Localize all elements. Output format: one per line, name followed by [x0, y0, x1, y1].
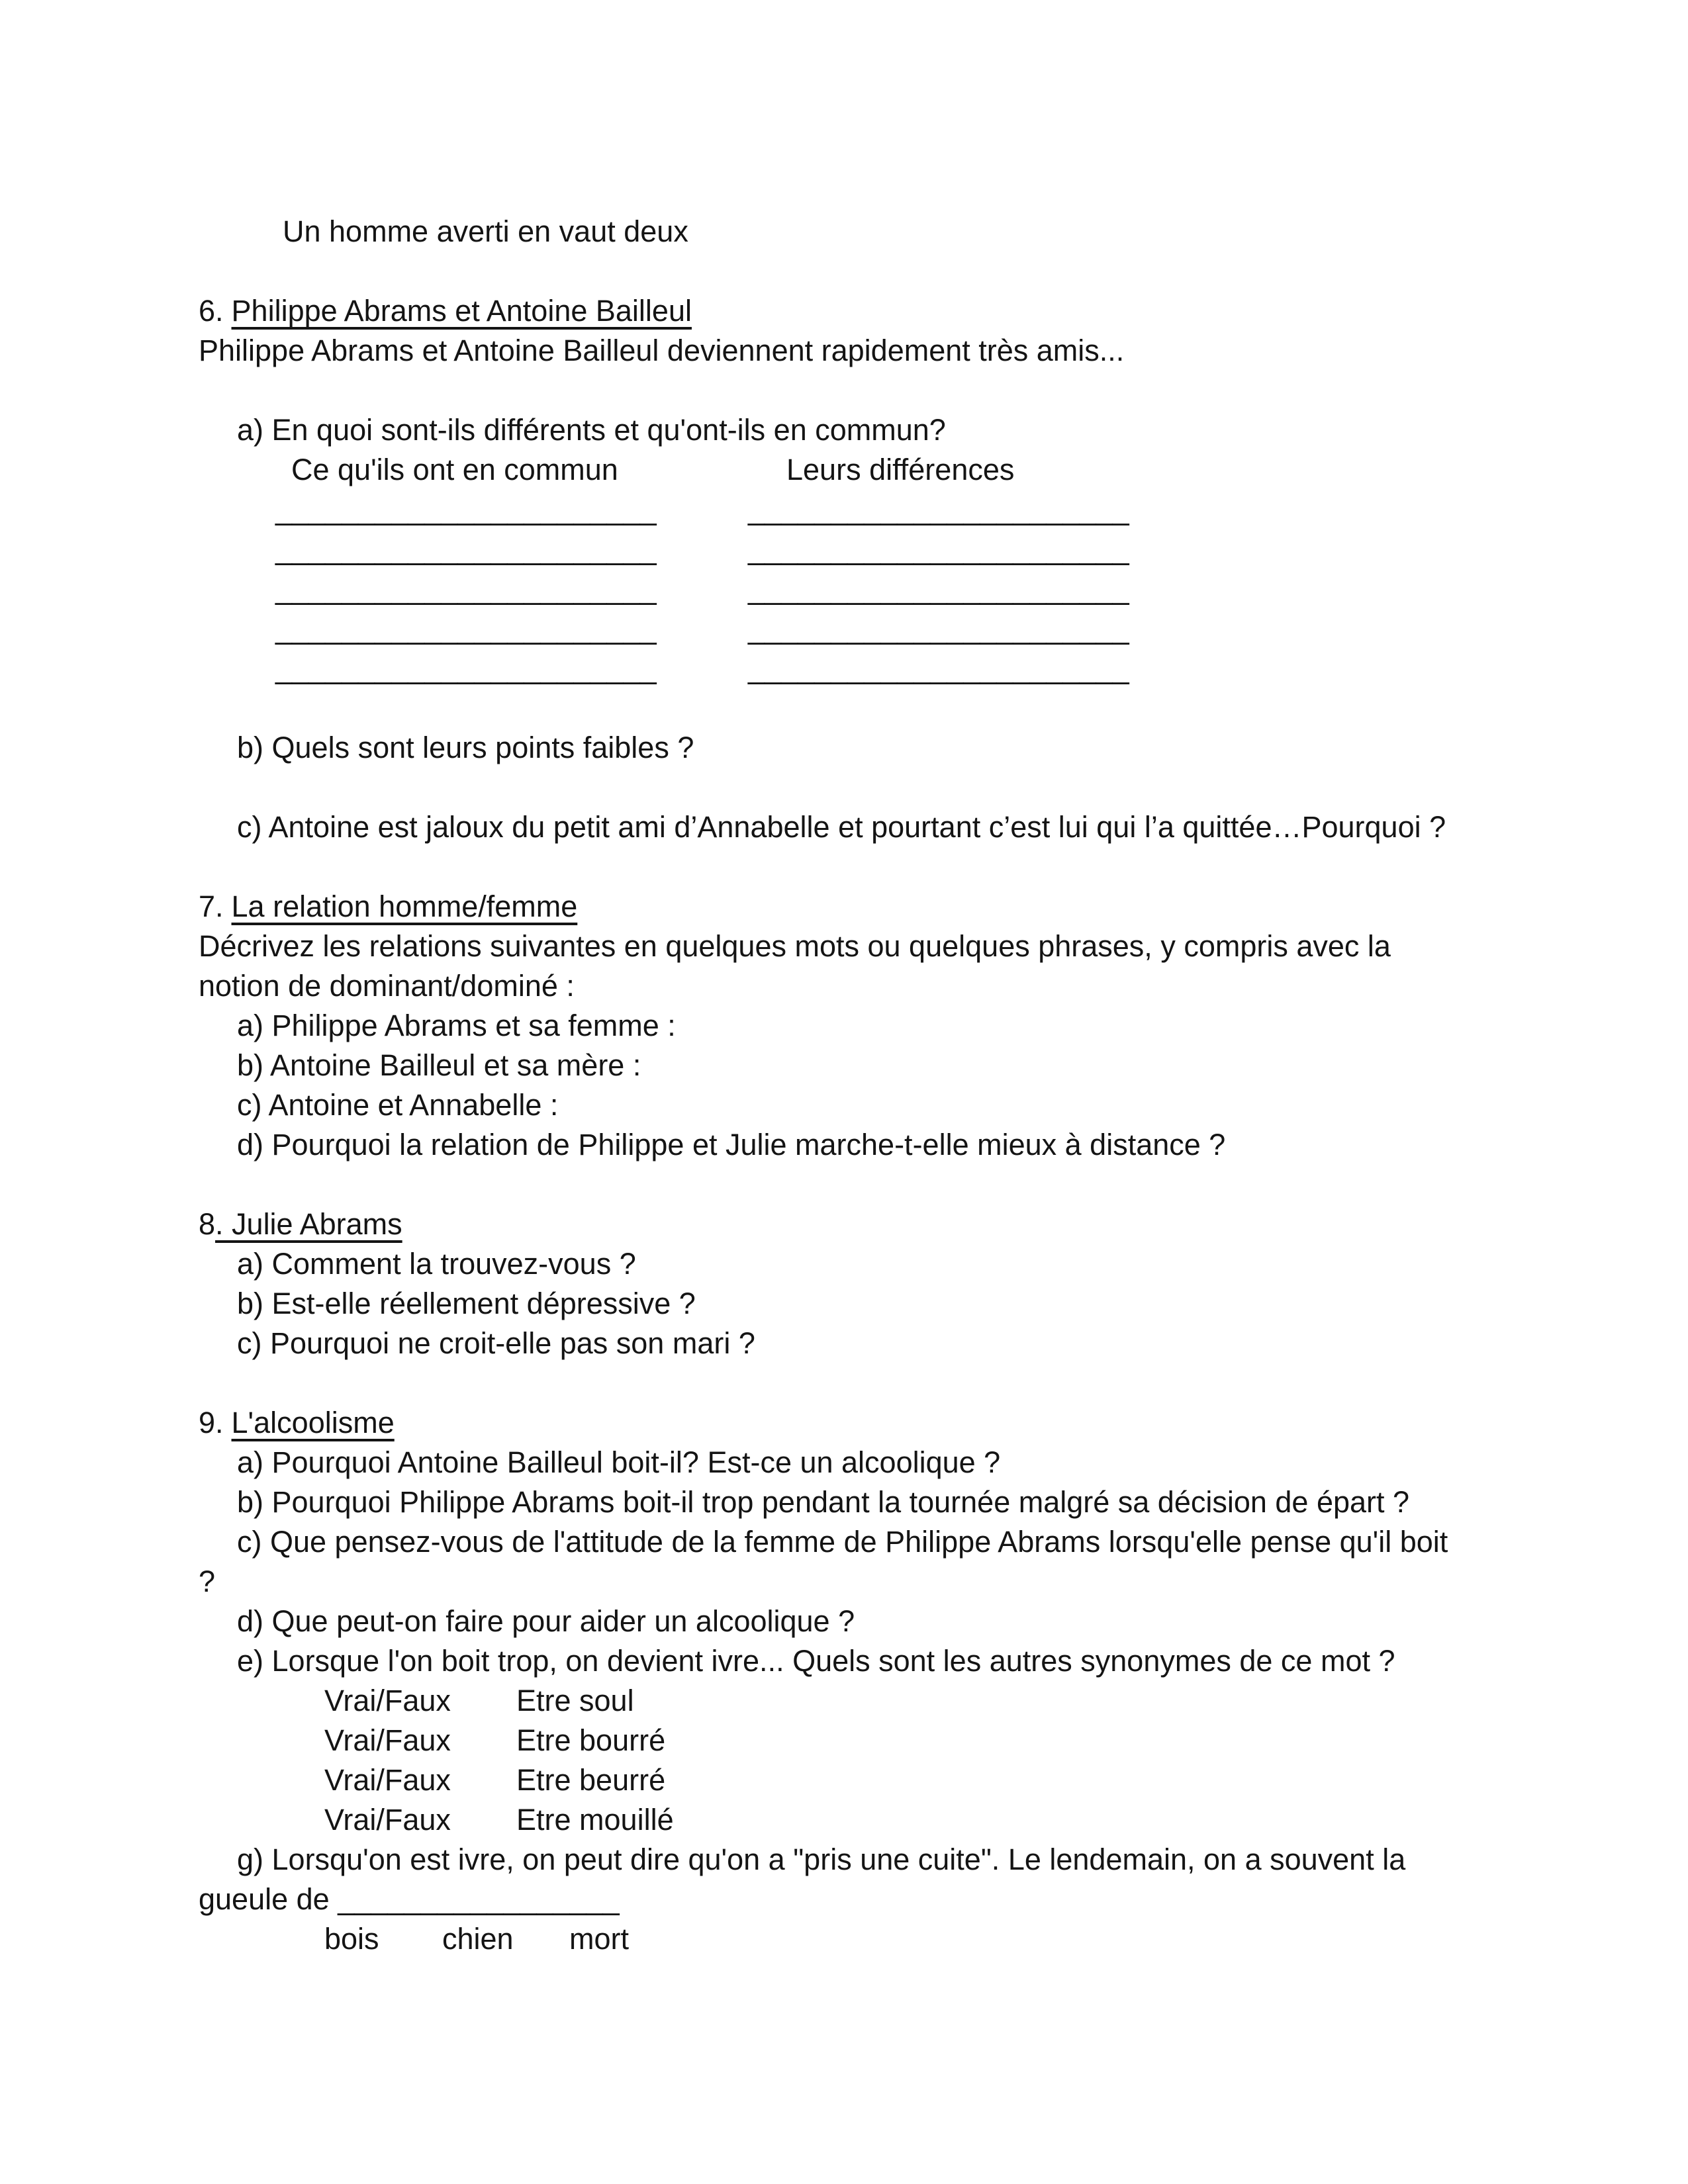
question-8a: a) Comment la trouvez-vous ? — [237, 1247, 636, 1281]
answer-blank: _______________________ — [748, 532, 1129, 566]
question-9c-line1: c) Que pensez-vous de l'attitude de la femme de Philippe Abrams lorsqu'elle pense qu'il boit — [237, 1525, 1448, 1559]
blank-line — [199, 251, 1489, 291]
vrai-faux-row — [199, 1800, 1489, 1840]
answer-blank: _______________________ — [275, 532, 657, 566]
question-9g-prefix: gueule de — [199, 1882, 338, 1916]
table-row — [199, 609, 1489, 649]
blank-line — [199, 768, 1489, 807]
table-header-row — [199, 450, 1489, 490]
blank-line — [199, 371, 1489, 410]
question-9c-line2: ? — [199, 1565, 216, 1598]
vrai-faux-label: Vrai/Faux — [324, 1763, 451, 1797]
question-9b: b) Pourquoi Philippe Abrams boit-il trop pendant la tournée malgré sa décision de épart ? — [237, 1485, 1410, 1519]
vrai-faux-row — [199, 1760, 1489, 1800]
vrai-faux-row — [199, 1681, 1489, 1721]
question-7c: c) Antoine et Annabelle : — [237, 1088, 559, 1122]
vrai-faux-row — [199, 1721, 1489, 1760]
question-6b: b) Quels sont leurs points faibles ? — [237, 731, 694, 764]
section-6-number: 6. — [199, 294, 224, 328]
question-7b: b) Antoine Bailleul et sa mère : — [237, 1048, 641, 1082]
section-8-title: . Julie Abrams — [215, 1207, 402, 1241]
answer-blank: _______________________ — [748, 492, 1129, 526]
table-header-differences: Leurs différences — [786, 453, 1015, 486]
section-9-heading — [199, 1403, 1489, 1443]
vrai-faux-label: Vrai/Faux — [324, 1723, 451, 1757]
blank-line — [199, 688, 1489, 728]
answer-blank: _________________ — [338, 1882, 620, 1916]
answer-blank: _______________________ — [748, 572, 1129, 606]
section-6-heading — [199, 291, 1489, 331]
blank-line — [199, 847, 1489, 887]
section-7-heading — [199, 887, 1489, 927]
answer-blank: _______________________ — [748, 612, 1129, 645]
table-header-common: Ce qu'ils ont en commun — [291, 453, 618, 486]
option-bois: bois — [324, 1922, 379, 1956]
option-mort: mort — [569, 1922, 629, 1956]
blank-line — [199, 1363, 1489, 1403]
table-row — [199, 649, 1489, 688]
option-chien: chien — [442, 1922, 514, 1956]
synonym-option: Etre mouillé — [516, 1803, 674, 1837]
section-7-title: La relation homme/femme — [231, 889, 578, 923]
question-9g-line1: g) Lorsqu'on est ivre, on peut dire qu'on a "pris une cuite". Le lendemain, on a souvent la — [237, 1843, 1406, 1876]
section-6-intro: Philippe Abrams et Antoine Bailleul deviennent rapidement très amis... — [199, 334, 1125, 367]
section-7-intro-line1: Décrivez les relations suivantes en quelques mots ou quelques phrases, y compris avec la — [199, 929, 1391, 963]
section-9-title: L'alcoolisme — [231, 1406, 395, 1439]
answer-blank: _______________________ — [275, 612, 657, 645]
section-8-number: 8 — [199, 1207, 216, 1241]
answer-blank: _______________________ — [275, 492, 657, 526]
synonym-option: Etre bourré — [516, 1723, 666, 1757]
synonym-option: Etre beurré — [516, 1763, 666, 1797]
section-8-heading — [199, 1205, 1489, 1244]
question-8b: b) Est-elle réellement dépressive ? — [237, 1287, 696, 1320]
answer-blank: _______________________ — [748, 651, 1129, 685]
table-row — [199, 490, 1489, 529]
question-7d: d) Pourquoi la relation de Philippe et Julie marche-t-elle mieux à distance ? — [237, 1128, 1226, 1161]
question-9e: e) Lorsque l'on boit trop, on devient ivre... Quels sont les autres synonymes de ce mot ? — [237, 1644, 1395, 1678]
question-9d: d) Que peut-on faire pour aider un alcoolique ? — [237, 1604, 855, 1638]
question-6a: a) En quoi sont-ils différents et qu'ont-ils en commun? — [237, 413, 946, 447]
vrai-faux-label: Vrai/Faux — [324, 1684, 451, 1717]
options-row — [199, 1919, 1489, 1959]
question-6c: c) Antoine est jaloux du petit ami d’Annabelle et pourtant c’est lui qui l’a quittée…Pourquoi ? — [237, 810, 1446, 844]
question-9a: a) Pourquoi Antoine Bailleul boit-il? Est-ce un alcoolique ? — [237, 1445, 1001, 1479]
answer-blank: _______________________ — [275, 572, 657, 606]
section-6-title: Philippe Abrams et Antoine Bailleul — [231, 294, 692, 328]
question-8c: c) Pourquoi ne croit-elle pas son mari ? — [237, 1326, 755, 1360]
synonym-option: Etre soul — [516, 1684, 634, 1717]
proverb-text: Un homme averti en vaut deux — [283, 214, 688, 248]
section-7-number: 7. — [199, 889, 224, 923]
vrai-faux-label: Vrai/Faux — [324, 1803, 451, 1837]
section-9-number: 9. — [199, 1406, 224, 1439]
table-row — [199, 529, 1489, 569]
question-9g-line2 — [199, 1880, 1489, 1919]
section-7-intro-line2: notion de dominant/dominé : — [199, 969, 575, 1003]
table-row — [199, 569, 1489, 609]
blank-line — [199, 1165, 1489, 1205]
question-7a: a) Philippe Abrams et sa femme : — [237, 1009, 676, 1042]
answer-blank: _______________________ — [275, 651, 657, 685]
